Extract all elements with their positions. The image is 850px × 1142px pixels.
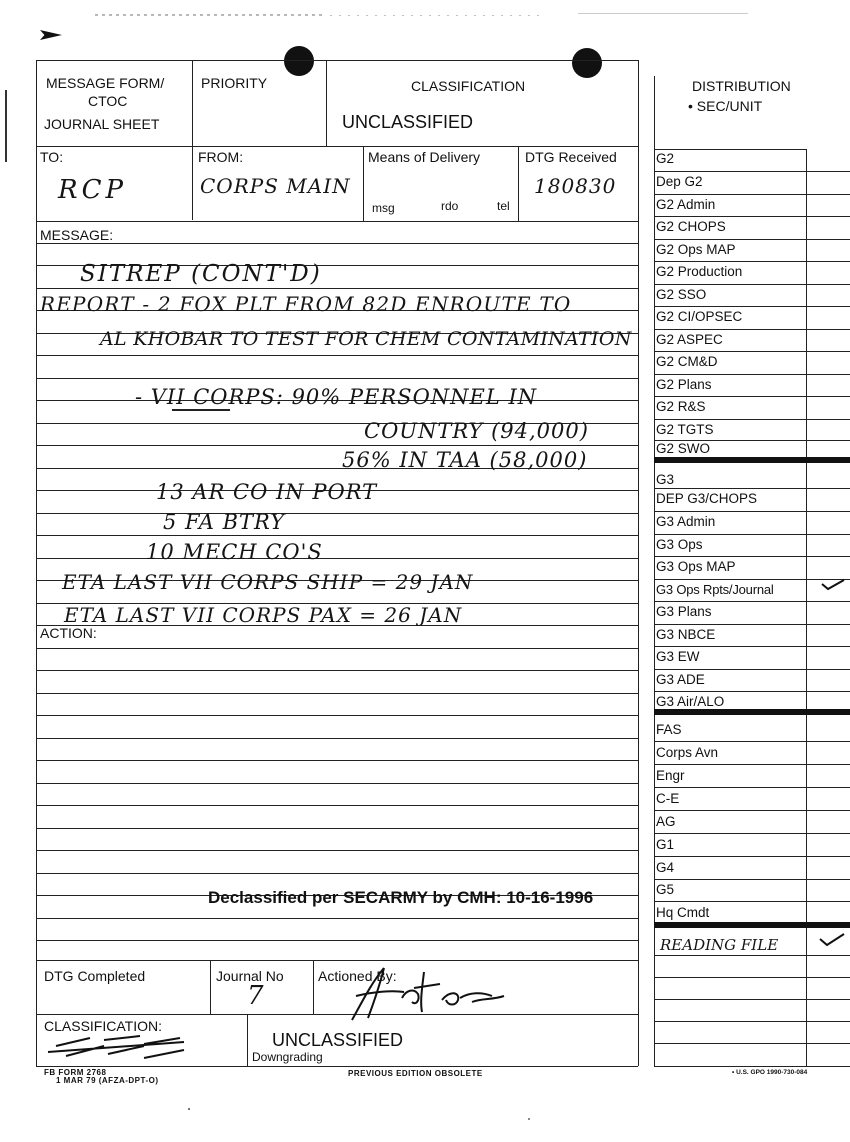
from-label: FROM: (198, 149, 244, 165)
message-line: ETA LAST VII CORPS SHIP = 29 JAN (62, 570, 474, 594)
priority-label: PRIORITY (201, 75, 268, 91)
distribution-item: G3 Ops MAP (656, 559, 736, 574)
distribution-item: G3 Plans (656, 604, 712, 619)
distribution-title: DISTRIBUTION (692, 78, 791, 94)
distribution-item: G2 CHOPS (656, 219, 726, 234)
distribution-frame (654, 149, 806, 150)
distribution-item: G2 Plans (656, 377, 712, 392)
signature-scribble (332, 962, 512, 1024)
dtg-received-value: 180830 (534, 174, 617, 198)
arrow-mark (40, 30, 62, 40)
footer-classification-value: UNCLASSIFIED (272, 1030, 404, 1050)
distribution-item: G2 R&S (656, 399, 706, 414)
distribution-item: G2 Ops MAP (656, 242, 736, 257)
distribution-section-bar (654, 709, 850, 715)
checkmark-icon (818, 932, 846, 948)
means-option-tel: tel (497, 199, 510, 213)
distribution-item: G5 (656, 882, 675, 897)
downgrading-label: Downgrading (252, 1050, 323, 1064)
distribution-item: G2 SWO (656, 441, 711, 456)
distribution-item: G2 (656, 151, 675, 166)
distribution-item: G3 Ops (656, 537, 703, 552)
distribution-check-divider (806, 149, 807, 1066)
distribution-item: DEP G3/CHOPS (656, 491, 758, 506)
gpo-note: • U.S. GPO 1990-730-084 (732, 1069, 808, 1076)
from-value: CORPS MAIN (200, 174, 351, 198)
distribution-item: Hq Cmdt (656, 905, 710, 920)
distribution-section-bar (654, 457, 850, 463)
distribution-item: G3 NBCE (656, 627, 716, 642)
classification-label: CLASSIFICATION (411, 78, 526, 94)
distribution-item: G3 Air/ALO (656, 694, 725, 709)
distribution-item: G3 (656, 472, 675, 487)
dtg-received-label: DTG Received (525, 149, 617, 165)
form-title-line: CTOC (88, 93, 128, 109)
scan-speck (188, 1108, 190, 1110)
action-label: ACTION: (40, 625, 97, 641)
journal-no-value: 7 (247, 981, 265, 1011)
distribution-item: Dep G2 (656, 174, 703, 189)
form-date: 1 MAR 79 (AFZA-DPT-O) (56, 1076, 159, 1085)
distribution-item: G2 Admin (656, 197, 716, 212)
message-line: 56% IN TAA (58,000) (342, 448, 588, 472)
distribution-item-reading-file: READING FILE (660, 936, 779, 954)
to-label: TO: (40, 149, 64, 165)
message-line: AL KHOBAR TO TEST FOR CHEM CONTAMINATION (100, 328, 632, 350)
scan-noise (578, 13, 748, 14)
scan-noise (330, 15, 540, 16)
distribution-item: G2 CI/OPSEC (656, 309, 743, 324)
declassification-stamp: Declassified per SECARMY by CMH: 10-16-1996 (208, 888, 594, 907)
to-value: RCP (58, 175, 127, 205)
means-option-rdo: rdo (441, 199, 459, 213)
message-line: COUNTRY (94,000) (364, 419, 589, 443)
message-line: ETA LAST VII CORPS PAX = 26 JAN (64, 603, 463, 627)
distribution-item: Engr (656, 768, 685, 783)
message-line: - VII CORPS: 90% PERSONNEL IN (135, 385, 538, 409)
struck-classification-marks (44, 1032, 194, 1062)
form-title-line: JOURNAL SHEET (44, 116, 160, 132)
journal-no-label: Journal No (216, 968, 284, 984)
distribution-subtitle: • SEC/UNIT (688, 98, 763, 114)
form-title-line: MESSAGE FORM/ (46, 75, 165, 91)
checkmark-icon (820, 578, 846, 592)
distribution-item: G3 Ops Rpts/Journal (656, 582, 774, 597)
distribution-item: C-E (656, 791, 680, 806)
means-option-msg: msg (372, 201, 395, 215)
dtg-completed-label: DTG Completed (44, 968, 146, 984)
means-of-delivery-label: Means of Delivery (368, 149, 481, 165)
scan-speck (528, 1118, 530, 1120)
distribution-item: G2 ASPEC (656, 332, 723, 347)
left-margin-mark (5, 90, 7, 162)
distribution-item: G1 (656, 837, 675, 852)
message-label: MESSAGE: (40, 227, 114, 243)
distribution-item: G3 EW (656, 649, 700, 664)
message-line: 13 AR CO IN PORT (156, 480, 378, 504)
actioned-by-label: Actioned By: (318, 968, 397, 984)
distribution-item: Corps Avn (656, 745, 719, 760)
distribution-section-bar (654, 922, 850, 928)
distribution-item: G2 TGTS (656, 422, 714, 437)
punch-hole (284, 46, 314, 76)
message-line: 10 MECH CO'S (146, 540, 323, 564)
distribution-item: FAS (656, 722, 682, 737)
previous-edition-note: PREVIOUS EDITION OBSOLETE (348, 1069, 483, 1078)
classification-value: UNCLASSIFIED (342, 112, 474, 132)
form-number: FB FORM 2768 (44, 1068, 107, 1077)
distribution-item: G2 Production (656, 264, 743, 279)
distribution-item: G4 (656, 860, 675, 875)
distribution-frame (654, 76, 655, 1066)
message-line: REPORT - 2 FOX PLT FROM 82D ENROUTE TO (40, 292, 572, 316)
distribution-item: G3 ADE (656, 672, 705, 687)
distribution-item: G2 SSO (656, 287, 707, 302)
distribution-item: G3 Admin (656, 514, 716, 529)
message-line: 5 FA BTRY (163, 510, 286, 534)
distribution-item: G2 CM&D (656, 354, 718, 369)
message-line: SITREP (CONT'D) (80, 261, 322, 287)
underline-vii (172, 409, 230, 411)
footer-classification-label: CLASSIFICATION: (44, 1018, 162, 1034)
distribution-item: AG (656, 814, 676, 829)
scan-noise (95, 14, 325, 16)
punch-hole (572, 48, 602, 78)
